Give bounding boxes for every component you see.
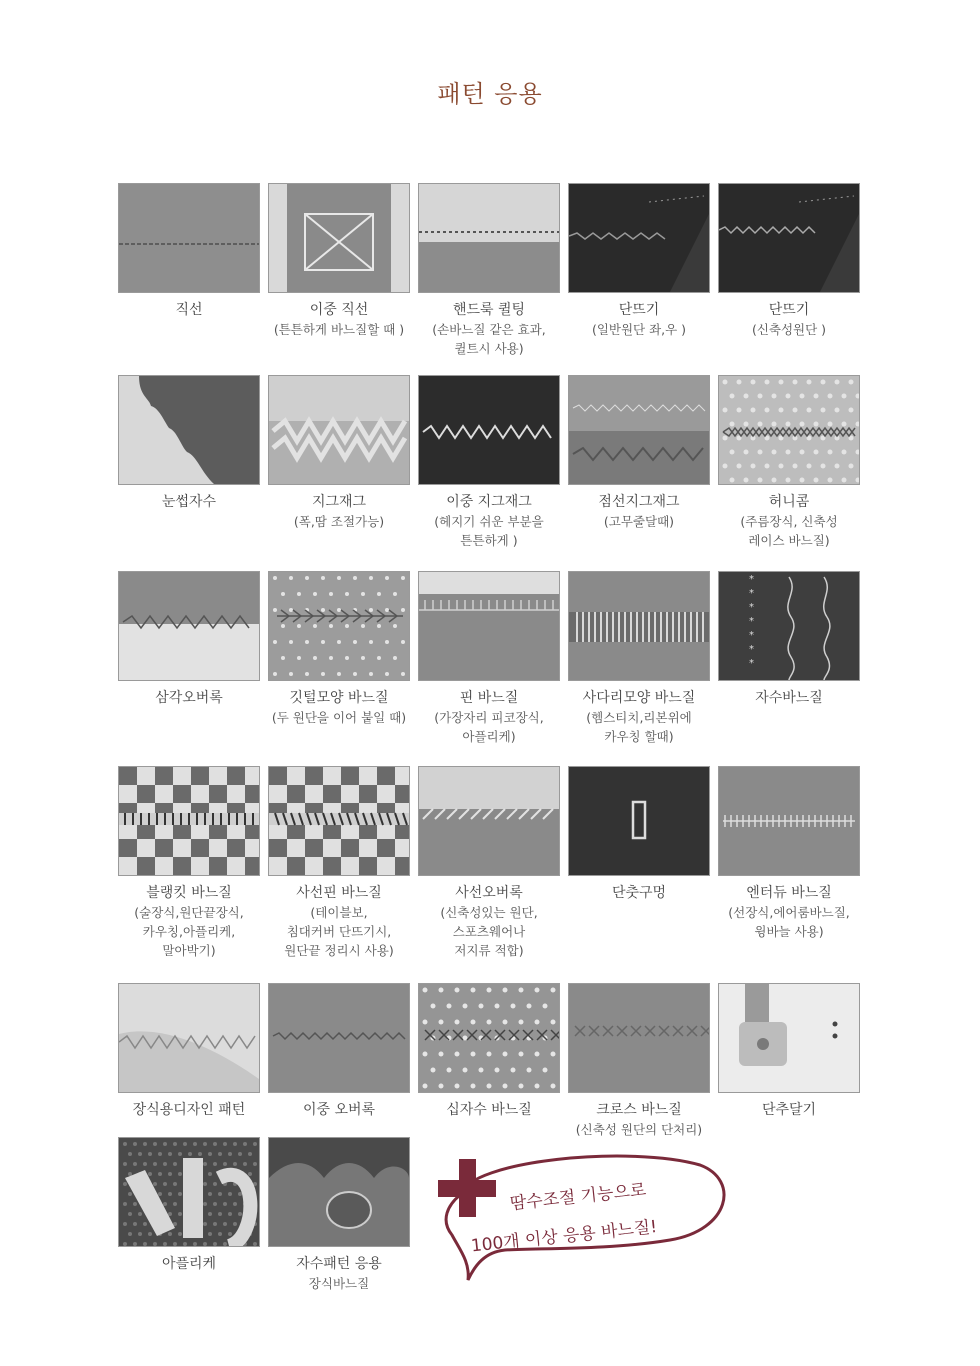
svg-text:*: * bbox=[749, 630, 754, 641]
pattern-item bbox=[118, 1137, 260, 1274]
svg-text:*: * bbox=[749, 602, 754, 613]
pattern-item bbox=[568, 183, 710, 339]
speech-bubble-outline bbox=[446, 1156, 724, 1280]
pattern-item bbox=[118, 571, 260, 708]
pattern-item bbox=[268, 1137, 410, 1293]
pattern-label: 이중 직선 bbox=[309, 302, 369, 318]
pattern-label: 지그재그 bbox=[311, 494, 367, 510]
pattern-item bbox=[268, 183, 410, 339]
pattern-item bbox=[568, 983, 710, 1139]
pattern-label: 사선오버록 bbox=[455, 885, 523, 901]
pattern-item bbox=[718, 183, 860, 339]
pattern-swatch-image bbox=[418, 766, 560, 876]
pattern-sub-label: 장식바느질 bbox=[308, 1276, 370, 1291]
pattern-item bbox=[118, 766, 260, 960]
pattern-sub-label: (고무줄달때) bbox=[603, 514, 675, 529]
pattern-sub-label: (헴스티치,리본위에 카우칭 할때) bbox=[586, 710, 692, 744]
pattern-sub-label: (두 원단을 이어 붙일 때) bbox=[271, 710, 407, 725]
svg-text:*: * bbox=[749, 588, 754, 599]
pattern-swatch-image bbox=[718, 766, 860, 876]
pattern-sub-label: (신축성있는 원단, 스포츠웨어나 저지류 적합) bbox=[440, 905, 538, 958]
pattern-label: 사다리모양 바느질 bbox=[582, 690, 696, 706]
pattern-sub-label: (헤지기 쉬운 부분을 튼튼하게 ) bbox=[434, 514, 544, 548]
pattern-caption bbox=[418, 1101, 560, 1120]
pattern-item bbox=[268, 766, 410, 960]
pattern-caption bbox=[568, 301, 710, 339]
pattern-label: 사선핀 바느질 bbox=[296, 885, 382, 901]
pattern-swatch-image bbox=[718, 375, 860, 485]
pattern-swatch-image bbox=[268, 183, 410, 293]
pattern-label: 크로스 바느질 bbox=[596, 1102, 682, 1118]
pattern-swatch-image bbox=[568, 766, 710, 876]
pattern-item bbox=[268, 983, 410, 1120]
pattern-label: 장식용디자인 패턴 bbox=[132, 1102, 246, 1118]
pattern-label: 엔터듀 바느질 bbox=[746, 885, 832, 901]
pattern-caption bbox=[268, 689, 410, 727]
pattern-caption bbox=[568, 689, 710, 746]
pattern-caption bbox=[118, 1101, 260, 1120]
pattern-label: 삼각오버록 bbox=[155, 690, 223, 706]
pattern-caption bbox=[118, 493, 260, 512]
pattern-caption bbox=[118, 689, 260, 708]
pattern-item bbox=[418, 375, 560, 550]
pattern-sub-label: (선장식,에어룸바느질, 윙바늘 사용) bbox=[728, 905, 850, 939]
pattern-swatch-image bbox=[268, 375, 410, 485]
pattern-caption bbox=[418, 689, 560, 746]
pattern-item bbox=[118, 983, 260, 1120]
pattern-label: 아플리케 bbox=[161, 1256, 217, 1272]
promo-line-1: 땀수조절 기능으로 bbox=[509, 1180, 648, 1215]
pattern-caption bbox=[568, 1101, 710, 1139]
pattern-caption bbox=[268, 884, 410, 960]
pattern-swatch-image bbox=[268, 571, 410, 681]
pattern-swatch-image bbox=[268, 983, 410, 1093]
pattern-label: 깃털모양 바느질 bbox=[289, 690, 389, 706]
pattern-caption bbox=[118, 884, 260, 960]
pattern-item bbox=[118, 375, 260, 512]
pattern-caption bbox=[718, 884, 860, 941]
pattern-label: 단뜨기 bbox=[618, 302, 660, 318]
pattern-label: 허니콤 bbox=[768, 494, 810, 510]
pattern-caption bbox=[718, 301, 860, 339]
promo-line-2: 100개 이상 응용 바느질! bbox=[470, 1216, 659, 1257]
pattern-item bbox=[268, 375, 410, 531]
pattern-item bbox=[718, 375, 860, 550]
pattern-label: 이중 지그재그 bbox=[446, 494, 532, 510]
pattern-sub-label: (신축성원단 ) bbox=[751, 322, 827, 337]
pattern-item bbox=[568, 375, 710, 531]
pattern-caption bbox=[118, 301, 260, 320]
pattern-swatch-image bbox=[118, 571, 260, 681]
pattern-item bbox=[118, 183, 260, 320]
pattern-caption bbox=[268, 493, 410, 531]
pattern-label: 자수바느질 bbox=[755, 690, 823, 706]
pattern-caption bbox=[718, 1101, 860, 1120]
pattern-label: 눈썹자수 bbox=[161, 494, 217, 510]
pattern-item bbox=[568, 766, 710, 903]
pattern-caption bbox=[718, 493, 860, 550]
pattern-label: 십자수 바느질 bbox=[446, 1102, 532, 1118]
pattern-item bbox=[718, 983, 860, 1120]
pattern-label: 단추달기 bbox=[761, 1102, 817, 1118]
pattern-swatch-image bbox=[418, 571, 560, 681]
pattern-label: 단뜨기 bbox=[768, 302, 810, 318]
pattern-swatch-image bbox=[118, 375, 260, 485]
svg-text:*: * bbox=[749, 616, 754, 627]
pattern-label: 점선지그재그 bbox=[598, 494, 680, 510]
pattern-caption bbox=[418, 301, 560, 358]
pattern-item bbox=[568, 571, 710, 746]
svg-text:*: * bbox=[749, 658, 754, 669]
pattern-swatch-image bbox=[568, 983, 710, 1093]
pattern-sub-label: (신축성 원단의 단처리) bbox=[575, 1122, 703, 1137]
promo-bubble bbox=[430, 1140, 730, 1290]
pattern-swatch-image bbox=[568, 183, 710, 293]
pattern-swatch-image bbox=[118, 983, 260, 1093]
pattern-sub-label: (술장식,원단끝장식, 카우칭,아플리케, 말아박기) bbox=[134, 905, 244, 958]
pattern-item bbox=[418, 183, 560, 358]
pattern-item bbox=[418, 766, 560, 960]
pattern-sub-label: (폭,땀 조절가능) bbox=[293, 514, 385, 529]
pattern-swatch-image bbox=[568, 375, 710, 485]
pattern-caption bbox=[418, 884, 560, 960]
pattern-sub-label: (주름장식, 신축성 레이스 바느질) bbox=[740, 514, 838, 548]
pattern-label: 블랭킷 바느질 bbox=[146, 885, 232, 901]
pattern-caption bbox=[568, 884, 710, 903]
pattern-caption bbox=[718, 689, 860, 708]
pattern-item bbox=[718, 571, 860, 708]
pattern-swatch-image bbox=[418, 375, 560, 485]
pattern-item bbox=[718, 766, 860, 941]
pattern-caption bbox=[418, 493, 560, 550]
pattern-label: 직선 bbox=[175, 302, 203, 318]
pattern-sub-label: (일반원단 좌,우 ) bbox=[591, 322, 687, 337]
pattern-sub-label: (튼튼하게 바느질할 때 ) bbox=[273, 322, 405, 337]
pattern-swatch-image bbox=[418, 983, 560, 1093]
pattern-swatch-image bbox=[118, 183, 260, 293]
pattern-swatch-image bbox=[718, 983, 860, 1093]
pattern-sub-label: (가장자리 피코장식, 아플리케) bbox=[434, 710, 544, 744]
pattern-sub-label: (손바느질 같은 효과, 퀼트시 사용) bbox=[432, 322, 546, 356]
svg-text:*: * bbox=[749, 574, 754, 585]
pattern-sub-label: (테이블보, 침대커버 단뜨기시, 원단끝 정리시 사용) bbox=[284, 905, 394, 958]
pattern-swatch-image bbox=[718, 183, 860, 293]
plus-icon bbox=[438, 1159, 496, 1217]
pattern-caption bbox=[568, 493, 710, 531]
pattern-label: 핸드룩 퀼팅 bbox=[452, 302, 526, 318]
pattern-label: 이중 오버록 bbox=[302, 1102, 376, 1118]
page-title: 패턴 응용 bbox=[437, 80, 543, 108]
pattern-item bbox=[418, 983, 560, 1120]
pattern-swatch-image bbox=[268, 766, 410, 876]
pattern-swatch-image bbox=[418, 183, 560, 293]
pattern-caption bbox=[268, 301, 410, 339]
pattern-caption bbox=[268, 1101, 410, 1120]
pattern-swatch-image bbox=[568, 571, 710, 681]
pattern-swatch-image bbox=[718, 571, 860, 681]
pattern-swatch-image bbox=[268, 1137, 410, 1247]
pattern-swatch-image bbox=[118, 1137, 260, 1247]
pattern-caption bbox=[118, 1255, 260, 1274]
pattern-label: 단춧구멍 bbox=[611, 885, 667, 901]
pattern-swatch-image bbox=[118, 766, 260, 876]
pattern-item bbox=[268, 571, 410, 727]
pattern-item bbox=[418, 571, 560, 746]
pattern-label: 자수패턴 응용 bbox=[296, 1256, 382, 1272]
pattern-label: 핀 바느질 bbox=[459, 690, 519, 706]
svg-text:*: * bbox=[749, 644, 754, 655]
pattern-caption bbox=[268, 1255, 410, 1293]
